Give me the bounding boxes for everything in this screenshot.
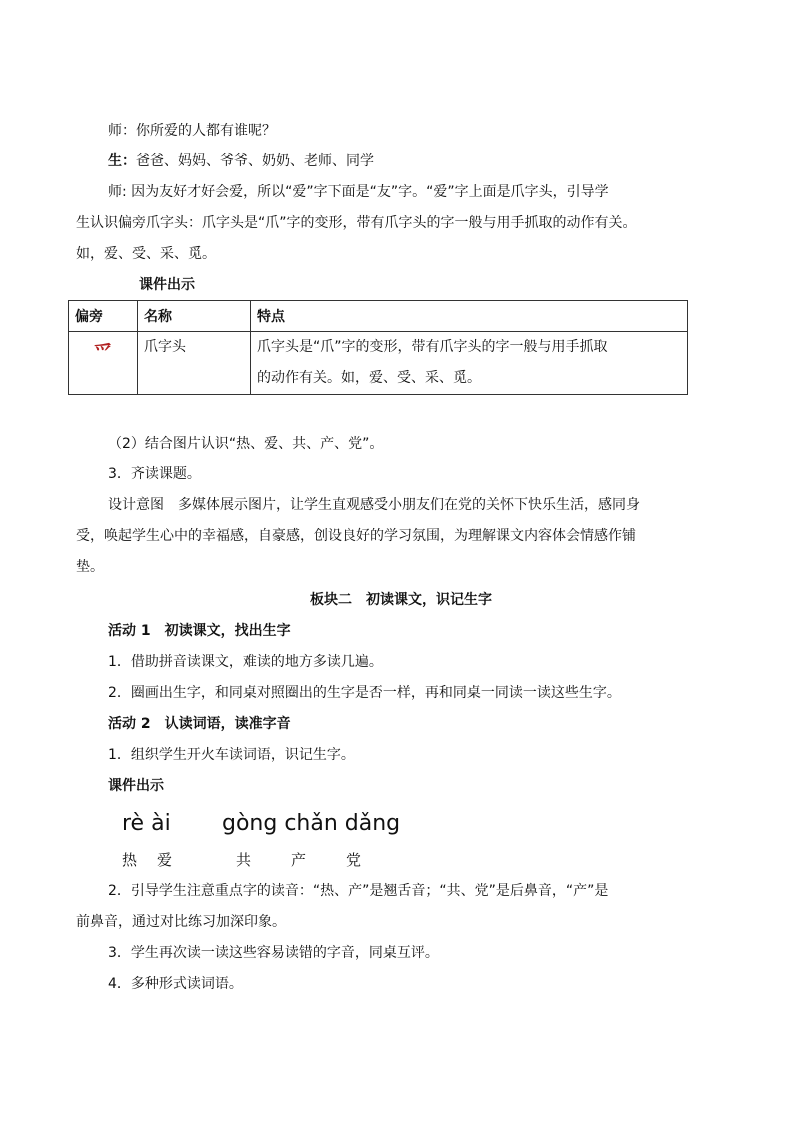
design-intent-line-2: 受，唤起学生心中的幸福感，自豪感，创设良好的学习氛围，为理解课文内容体会情感作铺	[76, 528, 636, 544]
design-intent-line-1: 设计意图 多媒体展示图片，让学生直观感受小朋友们在党的关怀下快乐生活，感同身	[108, 497, 640, 513]
step-3-reread: 3．学生再次读一读这些容易读错的字音，同桌互评。	[108, 945, 439, 961]
section-title: 板块二 初读课文，识记生字	[310, 592, 492, 608]
courseware-label-2: 课件出示	[108, 778, 164, 794]
cell-radical	[69, 332, 138, 395]
pinyin-re-ai: rè ài	[122, 811, 171, 836]
pinyin-gong-chan-dang: gòng chǎn dǎng	[222, 811, 401, 836]
header-feature: 特点	[251, 301, 688, 332]
activity-2-title: 活动 2 认读词语，读准字音	[108, 716, 291, 732]
activity-2-item-1: 1．组织学生开火车读词语，识记生字。	[108, 747, 355, 763]
hanzi-gong: 共	[236, 851, 252, 869]
design-intent-line-3: 垫。	[76, 559, 104, 575]
cell-name: 爪字头	[138, 332, 251, 395]
step-2-pronunciation-a: 2．引导学生注意重点字的读音：“热、产”是翘舌音；“共、党”是后鼻音，“产”是	[108, 883, 609, 899]
hanzi-chan: 产	[291, 851, 307, 869]
feature-line-2: 的动作有关。如，爱、受、采、觅。	[257, 370, 481, 386]
hanzi-re: 热	[122, 851, 138, 869]
feature-line-1: 爪字头是“爪”字的变形，带有爪字头的字一般与用手抓取	[257, 339, 608, 355]
hanzi-ai: 爱	[157, 851, 173, 869]
cell-feature	[251, 332, 688, 395]
activity-1-title: 活动 1 初读课文，找出生字	[108, 623, 291, 639]
teacher-explain-line-1: 师: 因为友好才好会爱，所以“爱”字下面是“友”字。“爱”字上面是爪字头，引导学	[108, 184, 609, 200]
radical-table	[68, 300, 688, 395]
header-radical: 偏旁	[69, 301, 138, 332]
table-header-row	[69, 301, 688, 332]
hanzi-dang: 党	[346, 851, 362, 869]
student-answer	[108, 151, 374, 171]
activity-1-item-1: 1．借助拼音读课文，难读的地方多读几遍。	[108, 654, 383, 670]
teacher-explain-line-2: 生认识偏旁爪字头：爪字头是“爪”字的变形，带有爪字头的字一般与用手抓取的动作有关。	[76, 215, 637, 231]
step-4-read-words: 4．多种形式读词语。	[108, 976, 243, 992]
step-2-pronunciation-b: 前鼻音，通过对比练习加深印象。	[76, 914, 286, 930]
student-label: 生：	[108, 153, 136, 169]
radical-glyph: 爫	[93, 340, 113, 364]
step-2: （2）结合图片认识“热、爱、共、产、党”。	[108, 436, 384, 452]
teacher-explain-line-3: 如，爱、受、采、觅。	[76, 246, 216, 262]
activity-1-item-2: 2．圈画出生字，和同桌对照圈出的生字是否一样，再和同桌一同读一读这些生字。	[108, 685, 621, 701]
teacher-question: 师：你所爱的人都有谁呢？	[108, 123, 276, 139]
student-answer-text: 爸爸、妈妈、爷爷、奶奶、老师、同学	[136, 153, 374, 169]
step-3: 3．齐读课题。	[108, 466, 201, 482]
courseware-label-1: 课件出示	[139, 277, 195, 293]
table-row	[69, 332, 688, 395]
header-name: 名称	[138, 301, 251, 332]
